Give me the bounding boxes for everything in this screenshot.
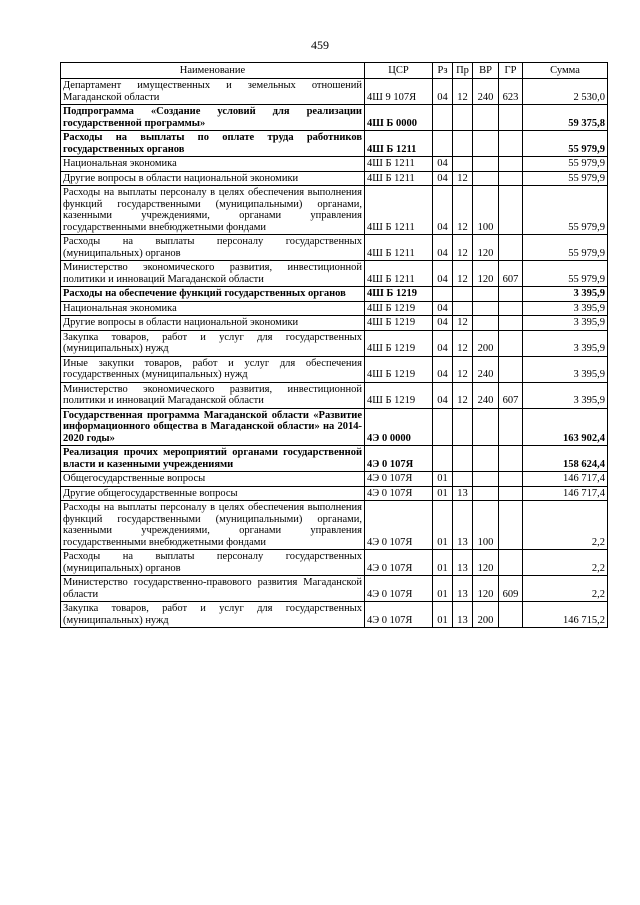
row-rz: 04 [433,382,453,408]
row-csr: 4Ш Б 1211 [365,186,433,235]
row-name: Министерство экономического развития, инвестиционной политики и инноваций Магаданской области [61,261,365,287]
row-vr: 240 [473,382,499,408]
row-name: Расходы на выплаты персоналу государственных (муниципальных) органов [61,550,365,576]
row-csr: 4Э 0 107Я [365,602,433,628]
row-vr [473,131,499,157]
table-row [61,287,608,302]
row-pr [453,157,473,172]
row-vr: 100 [473,501,499,550]
table-row [61,356,608,382]
header-sum: Сумма [523,63,608,79]
row-name: Расходы на выплаты персоналу в целях обеспечения выполнения функций государственными (муниципальными) органами, казенными учреждениями, органами управления государственными внебюджетными фондами [61,186,365,235]
row-vr [473,287,499,302]
row-sum: 3 395,9 [523,356,608,382]
row-gr [499,235,523,261]
row-gr [499,550,523,576]
row-sum: 3 395,9 [523,382,608,408]
row-csr: 4Ш Б 1211 [365,235,433,261]
row-csr: 4Ш Б 1219 [365,301,433,316]
row-gr [499,486,523,501]
row-pr: 12 [453,316,473,331]
row-name: Подпрограмма «Создание условий для реализации государственной программы» [61,105,365,131]
row-name: Расходы на выплаты по оплате труда работников государственных органов [61,131,365,157]
row-sum: 2,2 [523,576,608,602]
row-csr: 4Ш Б 1219 [365,356,433,382]
row-sum: 55 979,9 [523,157,608,172]
row-name: Государственная программа Магаданской области «Развитие информационного общества в Магаданской области» на 2014-2020 годы» [61,408,365,446]
row-vr: 120 [473,576,499,602]
row-rz: 04 [433,157,453,172]
row-name: Национальная экономика [61,301,365,316]
table-row [61,171,608,186]
row-pr: 13 [453,602,473,628]
row-sum: 55 979,9 [523,261,608,287]
row-sum: 2,2 [523,501,608,550]
row-csr: 4Ш Б 1211 [365,261,433,287]
row-rz: 01 [433,472,453,487]
row-vr: 240 [473,356,499,382]
row-sum: 3 395,9 [523,287,608,302]
row-vr: 200 [473,602,499,628]
row-csr: 4Ш Б 1211 [365,131,433,157]
row-sum: 3 395,9 [523,301,608,316]
row-pr [453,472,473,487]
row-pr [453,446,473,472]
header-vr: ВР [473,63,499,79]
row-pr: 13 [453,486,473,501]
table-row [61,330,608,356]
row-vr [473,472,499,487]
row-rz: 04 [433,261,453,287]
row-pr: 13 [453,576,473,602]
row-pr [453,105,473,131]
table-row [61,105,608,131]
table-row [61,131,608,157]
row-rz: 01 [433,550,453,576]
row-vr [473,486,499,501]
row-gr [499,356,523,382]
table-row [61,235,608,261]
row-csr: 4Ш Б 1219 [365,287,433,302]
row-csr: 4Ш Б 1211 [365,157,433,172]
row-gr [499,316,523,331]
row-rz: 04 [433,186,453,235]
header-gr: ГР [499,63,523,79]
row-vr [473,171,499,186]
row-sum: 158 624,4 [523,446,608,472]
row-pr: 12 [453,171,473,186]
row-gr [499,446,523,472]
row-gr [499,501,523,550]
row-gr [499,186,523,235]
row-csr: 4Ш Б 0000 [365,105,433,131]
row-gr: 609 [499,576,523,602]
row-vr [473,316,499,331]
table-row [61,382,608,408]
table-row [61,486,608,501]
table-row [61,79,608,105]
row-name: Министерство экономического развития, инвестиционной политики и инноваций Магаданской области [61,382,365,408]
row-pr: 13 [453,550,473,576]
row-rz: 01 [433,486,453,501]
page-number: 459 [311,38,329,52]
row-rz [433,287,453,302]
table-row [61,602,608,628]
row-name: Закупка товаров, работ и услуг для государственных (муниципальных) нужд [61,602,365,628]
row-pr: 12 [453,235,473,261]
row-sum: 55 979,9 [523,131,608,157]
row-pr: 12 [453,382,473,408]
table-row [61,446,608,472]
row-pr [453,287,473,302]
row-sum: 146 717,4 [523,472,608,487]
row-name: Другие вопросы в области национальной экономики [61,171,365,186]
row-rz: 04 [433,235,453,261]
row-pr: 13 [453,501,473,550]
row-pr: 12 [453,186,473,235]
row-name: Министерство государственно-правового развития Магаданской области [61,576,365,602]
row-rz [433,105,453,131]
row-csr: 4Ш 9 107Я [365,79,433,105]
table-row [61,408,608,446]
row-vr: 200 [473,330,499,356]
row-gr [499,602,523,628]
row-rz: 04 [433,330,453,356]
row-pr: 12 [453,261,473,287]
table-body [61,79,608,628]
row-name: Другие вопросы в области национальной экономики [61,316,365,331]
row-rz: 04 [433,79,453,105]
row-sum: 55 979,9 [523,235,608,261]
row-gr: 623 [499,79,523,105]
row-sum: 2 530,0 [523,79,608,105]
row-name: Общегосударственные вопросы [61,472,365,487]
row-csr: 4Э 0 107Я [365,486,433,501]
row-name: Реализация прочих мероприятий органами государственной власти и казенными учреждениями [61,446,365,472]
table-row [61,501,608,550]
row-rz: 04 [433,356,453,382]
row-sum: 163 902,4 [523,408,608,446]
row-gr [499,330,523,356]
row-name: Расходы на обеспечение функций государственных органов [61,287,365,302]
row-rz [433,446,453,472]
header-rz: Рз [433,63,453,79]
row-csr: 4Ш Б 1211 [365,171,433,186]
row-vr: 120 [473,235,499,261]
row-pr: 12 [453,356,473,382]
table-row [61,157,608,172]
row-sum: 3 395,9 [523,330,608,356]
row-vr [473,408,499,446]
table-header-row [61,63,608,79]
row-rz [433,131,453,157]
row-csr: 4Ш Б 1219 [365,330,433,356]
row-gr [499,105,523,131]
row-rz: 01 [433,576,453,602]
table-row [61,316,608,331]
row-csr: 4Э 0 107Я [365,501,433,550]
row-csr: 4Э 0 107Я [365,550,433,576]
row-gr [499,287,523,302]
row-rz: 01 [433,602,453,628]
row-name: Департамент имущественных и земельных отношений Магаданской области [61,79,365,105]
row-name: Расходы на выплаты персоналу государственных (муниципальных) органов [61,235,365,261]
header-pr: Пр [453,63,473,79]
row-gr: 607 [499,382,523,408]
row-pr [453,408,473,446]
row-gr [499,408,523,446]
row-pr: 12 [453,79,473,105]
row-sum: 146 717,4 [523,486,608,501]
header-name: Наименование [61,63,365,79]
table-row [61,261,608,287]
row-name: Другие общегосударственные вопросы [61,486,365,501]
row-vr: 120 [473,261,499,287]
row-vr [473,301,499,316]
table-row [61,550,608,576]
row-gr [499,171,523,186]
row-gr [499,472,523,487]
row-csr: 4Э 0 107Я [365,446,433,472]
row-vr [473,446,499,472]
row-rz: 04 [433,171,453,186]
row-pr: 12 [453,330,473,356]
row-csr: 4Э 0 107Я [365,472,433,487]
row-gr [499,157,523,172]
row-gr [499,131,523,157]
row-sum: 3 395,9 [523,316,608,331]
row-rz [433,408,453,446]
row-sum: 55 979,9 [523,186,608,235]
header-csr: ЦСР [365,63,433,79]
table-row [61,301,608,316]
row-csr: 4Ш Б 1219 [365,316,433,331]
row-pr [453,301,473,316]
row-vr: 100 [473,186,499,235]
row-vr [473,157,499,172]
budget-table [60,62,608,628]
row-sum: 59 375,8 [523,105,608,131]
row-sum: 2,2 [523,550,608,576]
row-csr: 4Э 0 0000 [365,408,433,446]
row-name: Расходы на выплаты персоналу в целях обеспечения выполнения функций государственными (муниципальными) органами, казенными учреждениями, органами управления государственными внебюджетными фондами [61,501,365,550]
row-vr [473,105,499,131]
row-rz: 04 [433,301,453,316]
row-vr: 240 [473,79,499,105]
row-csr: 4Э 0 107Я [365,576,433,602]
row-gr: 607 [499,261,523,287]
table-row [61,472,608,487]
row-sum: 55 979,9 [523,171,608,186]
row-pr [453,131,473,157]
row-vr: 120 [473,550,499,576]
row-rz: 04 [433,316,453,331]
row-rz: 01 [433,501,453,550]
row-name: Национальная экономика [61,157,365,172]
row-name: Иные закупки товаров, работ и услуг для обеспечения государственных (муниципальных) нужд [61,356,365,382]
row-gr [499,301,523,316]
row-name: Закупка товаров, работ и услуг для государственных (муниципальных) нужд [61,330,365,356]
table-row [61,186,608,235]
table-row [61,576,608,602]
row-csr: 4Ш Б 1219 [365,382,433,408]
row-sum: 146 715,2 [523,602,608,628]
